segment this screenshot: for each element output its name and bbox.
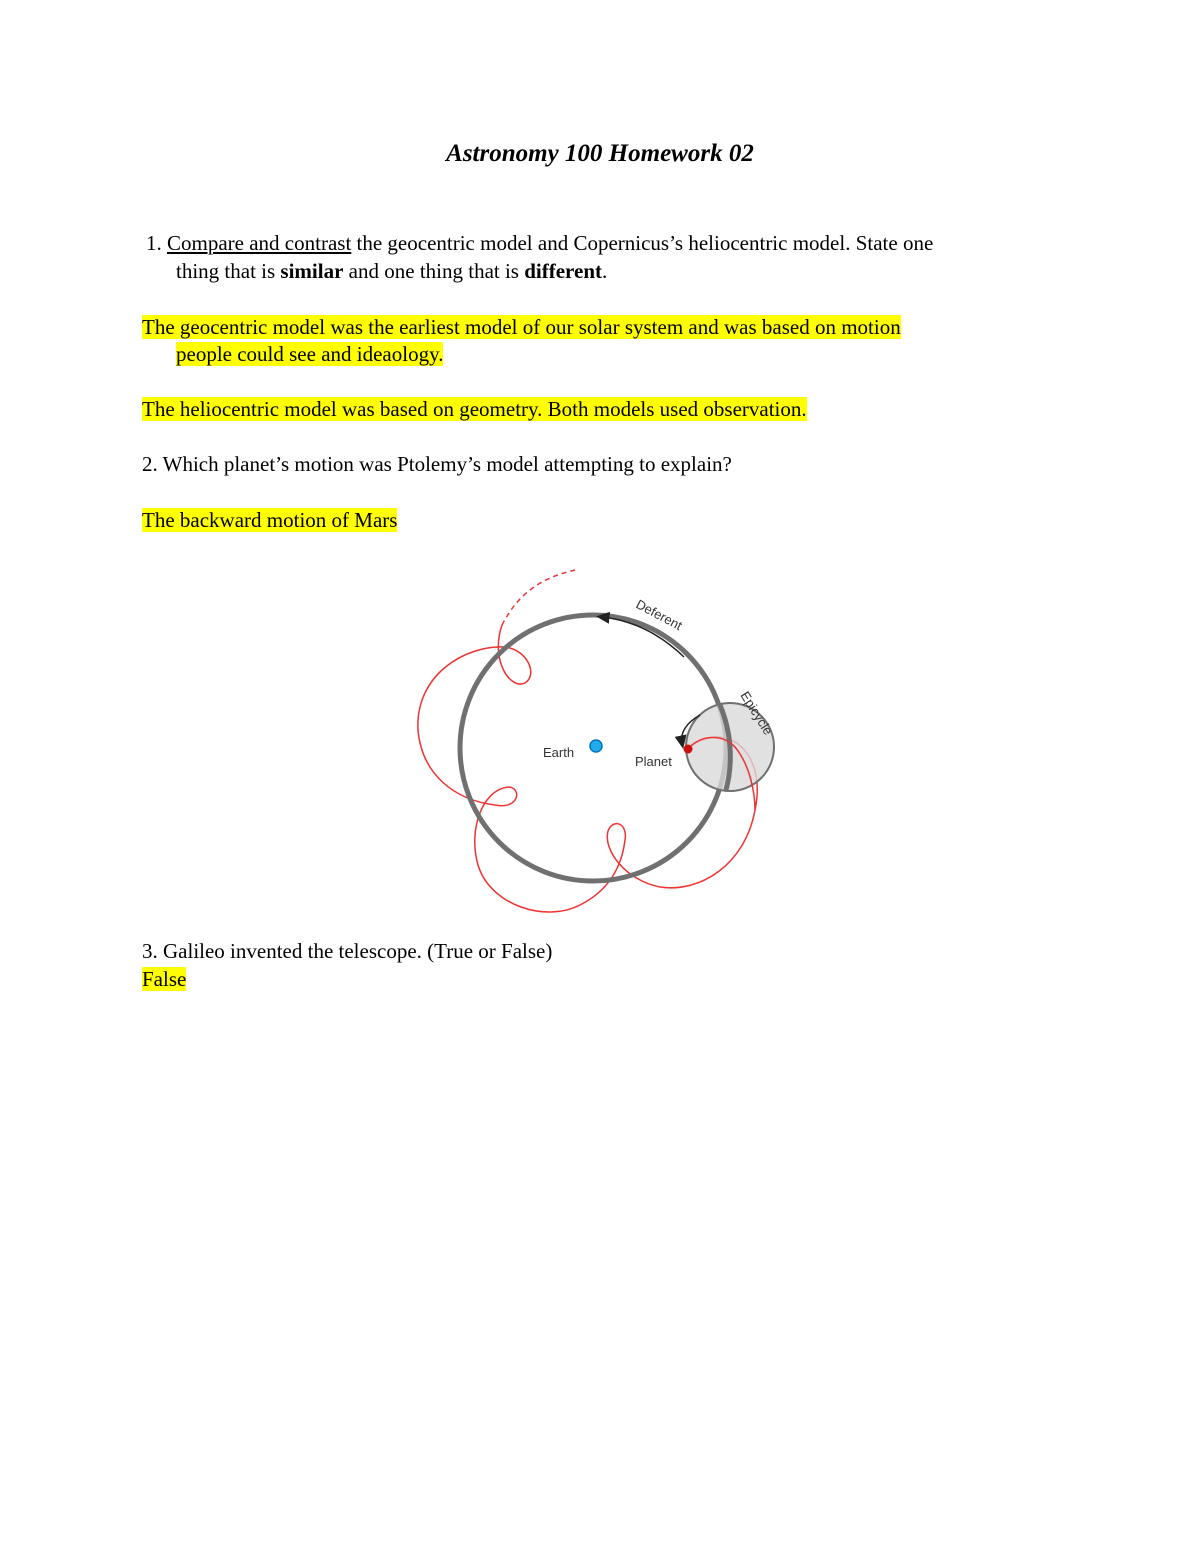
answer-3 [142, 965, 186, 993]
question-1-text-a: the geocentric model and Copernicus’s heliocentric model. State one [356, 231, 934, 255]
question-1-line-1 [146, 229, 933, 257]
question-1-text-d: . [602, 259, 608, 283]
ptolemy-diagram [410, 565, 810, 920]
answer-1-line-2-text: people could see and ideaology. [176, 342, 444, 366]
answer-2 [142, 506, 397, 534]
question-2 [142, 450, 732, 478]
answer-3-text: False [142, 967, 187, 991]
ptolemy-diagram-svg [410, 565, 810, 920]
question-1-underlined: Compare and contrast [167, 231, 352, 255]
answer-2-text: The backward motion of Mars [142, 508, 398, 532]
planet-icon [684, 745, 693, 754]
answer-1-line-1-text: The geocentric model was the earliest model of our solar system and was based on motion [142, 315, 901, 339]
answer-1-line-1 [142, 313, 901, 341]
retrograde-path-loop-left [475, 787, 625, 912]
answer-1-line-3-text: The heliocentric model was based on geometry. Both models used observation. [142, 397, 807, 421]
question-3 [142, 937, 552, 965]
question-2-text: 2. Which planet’s motion was Ptolemy’s model attempting to explain? [142, 452, 732, 476]
retrograde-path-loop-top [418, 625, 531, 805]
earth-icon [590, 740, 602, 752]
page-title: Astronomy 100 Homework 02 [446, 140, 754, 167]
earth-label: Earth [543, 745, 575, 760]
question-1-line-2 [176, 257, 607, 285]
question-1-text-c: and one thing that is [348, 259, 519, 283]
deferent-label: Deferent [633, 596, 685, 634]
answer-1-line-3 [142, 395, 807, 423]
question-1-text-b: thing that is [176, 259, 276, 283]
question-1-number: 1. [146, 231, 162, 255]
question-3-text: 3. Galileo invented the telescope. (True or False) [142, 939, 553, 963]
question-1-bold-similar: similar [280, 259, 344, 283]
answer-1-line-2 [176, 340, 443, 368]
planet-label: Planet [635, 754, 672, 769]
epicycle-label: Epicycle [737, 688, 776, 738]
question-1-bold-different: different [524, 259, 602, 283]
